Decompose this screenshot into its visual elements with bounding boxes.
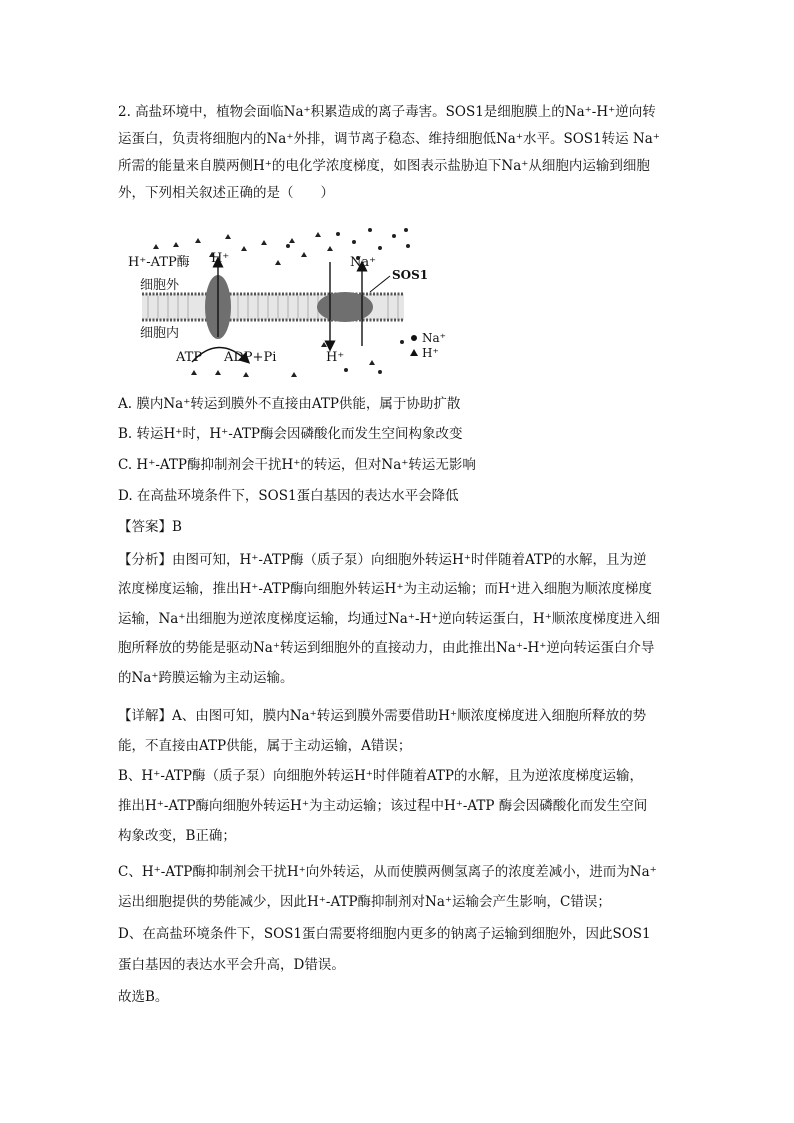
label-adp-pi: ADP+Pi [224,350,277,365]
analysis-line: 的Na⁺跨膜运输为主动运输。 [118,670,294,686]
detail-line: 能，不直接由ATP供能，属于主动运输，A错误； [118,738,412,754]
analysis-line: 浓度梯度运输，推出H⁺-ATP酶向细胞外转运H⁺为主动运输；而H⁺进入细胞为顺浓度梯度 [118,581,652,597]
label-h-bottom: H⁺ [326,350,345,365]
analysis-line: 【分析】由图可知，H⁺-ATP酶（质子泵）向细胞外转运H⁺时伴随着ATP的水解，且为逆 [118,552,647,568]
question-line: 2. 高盐环境中，植物会面临Na⁺积累造成的离子毒害。SOS1是细胞膜上的Na⁺-H⁺逆向转 [118,104,656,120]
detail-line: C、H⁺-ATP酶抑制剂会干扰H⁺向外转运，从而使膜两侧氢离子的浓度差减小，进而为Na⁺ [118,864,657,880]
sos1-pointer-line [370,276,390,292]
label-extracellular: 细胞外 [140,278,180,293]
option-c: C. H⁺-ATP酶抑制剂会干扰H⁺的转运，但对Na⁺转运无影响 [118,457,476,473]
question-line: 运蛋白，负责将细胞内的Na⁺外排，调节离子稳态、维持细胞低Na⁺水平。SOS1转运 Na⁺ [118,131,660,147]
analysis-line: 运输，Na⁺出细胞为逆浓度梯度运输，均通过Na⁺-H⁺逆向转运蛋白，H⁺顺浓度梯度进入细 [118,611,660,627]
label-sos1: SOS1 [392,268,429,282]
intracellular-particles [191,340,404,377]
detail-line: 运出细胞提供的势能减少，因此H⁺-ATP酶抑制剂对Na⁺运输会产生影响，C错误； [118,894,611,910]
legend-h-triangle-icon [410,349,418,356]
detail-line: D、在高盐环境条件下，SOS1蛋白需要将细胞内更多的钠离子运输到细胞外，因此SOS1 [118,926,651,942]
analysis-line: 胞所释放的势能是驱动Na⁺转运到细胞外的直接动力，由此推出Na⁺-H⁺逆向转运蛋白介导 [118,640,655,656]
detail-line: 构象改变，B正确； [118,828,236,844]
detail-line: 推出H⁺-ATP酶向细胞外转运H⁺为主动运输；该过程中H⁺-ATP 酶会因磷酸化而发生空间 [118,798,648,814]
sos1-protein [317,292,373,322]
legend-na-dot-icon [411,335,417,341]
option-d: D. 在高盐环境条件下，SOS1蛋白基因的表达水平会降低 [118,488,459,504]
label-atp: ATP [176,350,203,365]
conclusion: 故选B。 [118,989,169,1005]
answer: 【答案】B [118,519,182,535]
legend [410,331,446,360]
question-line: 所需的能量来自膜两侧H⁺的电化学浓度梯度，如图表示盐胁迫下Na⁺从细胞内运输到细胞 [118,158,650,174]
legend-h-label: H⁺ [422,346,439,360]
label-intracellular: 细胞内 [140,326,180,341]
label-na-top: Na⁺ [350,255,376,270]
legend-na-label: Na⁺ [422,331,446,345]
option-a: A. 膜内Na⁺转运到膜外不直接由ATP供能，属于协助扩散 [118,396,461,412]
membrane-transport-diagram [118,222,458,387]
question-line: 外，下列相关叙述正确的是（ ） [118,185,334,201]
detail-line: B、H⁺-ATP酶（质子泵）向细胞外转运H⁺时伴随着ATP的水解，且为逆浓度梯度运输， [118,768,643,784]
label-h-atpase: H⁺-ATP酶 [128,255,190,270]
detail-line: 【详解】A、由图可知，膜内Na⁺转运到膜外需要借助H⁺顺浓度梯度进入细胞所释放的势 [118,708,647,724]
label-h-top: H⁺ [211,251,230,266]
option-b: B. 转运H⁺时，H⁺-ATP酶会因磷酸化而发生空间构象改变 [118,426,463,442]
detail-line: 蛋白基因的表达水平会升高，D错误。 [118,957,345,973]
